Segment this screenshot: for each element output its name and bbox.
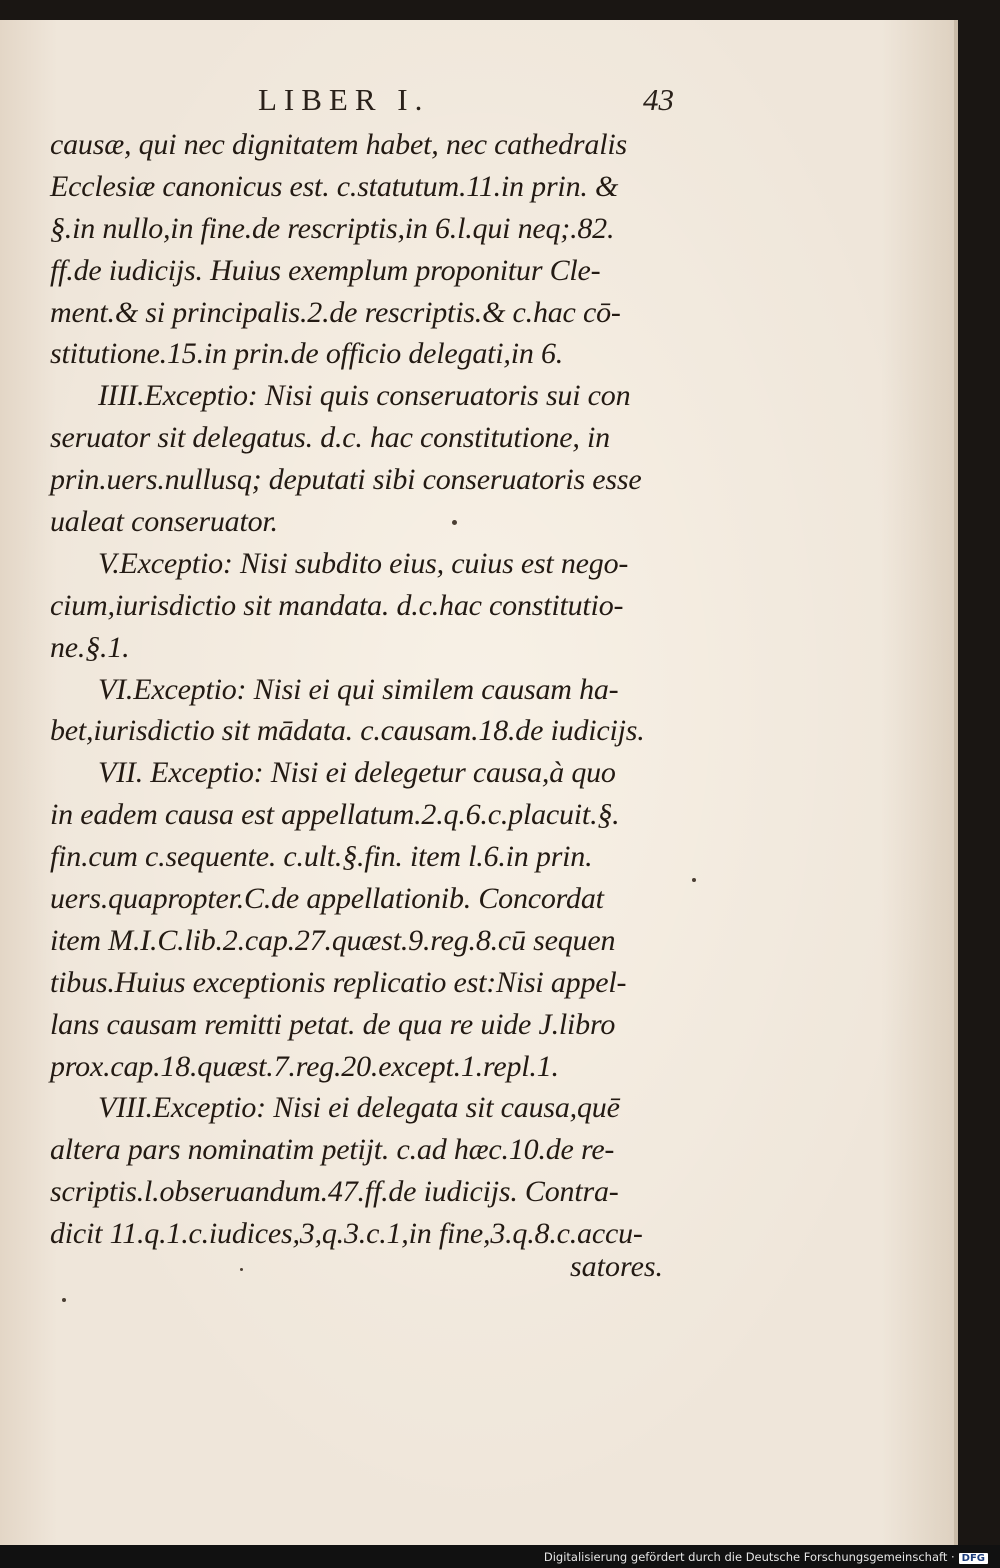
text-line: ualeat conseruator. (50, 505, 278, 539)
text-line: uers.quapropter.C.de appellationib. Concordat (50, 882, 604, 916)
paragraph-start-line: V.Exceptio: Nisi subdito eius, cuius est nego- (98, 546, 629, 580)
ink-speck (240, 1268, 243, 1271)
text-line: lans causam remitti petat. de qua re uide J.libro (50, 1007, 616, 1041)
text-line: ff.de iudicijs. Huius exemplum proponitur Cle- (50, 253, 601, 287)
text-line: Ecclesiæ canonicus est. c.statutum.11.in prin. & (50, 169, 619, 203)
paragraph-start-line: IIII.Exceptio: Nisi quis conseruatoris sui con (98, 379, 631, 413)
credit-text: Digitalisierung gefördert durch die Deutsche Forschungsgemeinschaft · (543, 1550, 955, 1564)
text-line: in eadem causa est appellatum.2.q.6.c.placuit.§. (50, 798, 620, 832)
ink-speck (452, 520, 457, 525)
text-line: tibus.Huius exceptionis replicatio est:Nisi appel- (50, 965, 627, 999)
catchword: satores. (570, 1250, 664, 1283)
paragraph-start-line: VII. Exceptio: Nisi ei delegetur causa,à quo (98, 756, 616, 790)
text-block (50, 124, 690, 1255)
text-line: causæ, qui nec dignitatem habet, nec cathedralis (50, 128, 627, 161)
page-edge (954, 20, 958, 1545)
text-line: prin.uers.nullusq; deputati sibi conseruatoris esse (50, 463, 642, 497)
text-line: cium,iurisdictio sit mandata. d.c.hac constitutio- (50, 588, 624, 622)
text-line: scriptis.l.obseruandum.47.ff.de iudicijs. Contra- (50, 1175, 619, 1209)
ink-speck (62, 1298, 66, 1302)
page-number: 43 (643, 82, 674, 117)
text-line: fin.cum c.sequente. c.ult.§.fin. item l.6.in prin. (50, 840, 593, 874)
text-line: bet,iurisdictio sit mādata. c.causam.18.de iudicijs. (50, 714, 645, 748)
text-line: dicit 11.q.1.c.iudices,3,q.3.c.1,in fine,3.q.8.c.accu- (50, 1217, 643, 1251)
paragraph-start-line: VI.Exceptio: Nisi ei qui similem causam ha- (98, 672, 619, 706)
text-line: prox.cap.18.quæst.7.reg.20.except.1.repl.1. (50, 1049, 559, 1083)
text-line: ment.& si principalis.2.de rescriptis.& c.hac cō- (50, 295, 621, 329)
text-line: item M.I.C.lib.2.cap.27.quæst.9.reg.8.cū sequen (50, 923, 616, 957)
paragraph-start-line: VIII.Exceptio: Nisi ei delegata sit causa,quē (98, 1091, 620, 1125)
text-line: stitutione.15.in prin.de officio delegati,in 6. (50, 337, 564, 371)
digitization-credit (544, 1550, 988, 1564)
text-line: §.in nullo,in fine.de rescriptis,in 6.l.qui neq;.82. (50, 211, 615, 245)
text-line: seruator sit delegatus. d.c. hac constitutione, in (50, 421, 610, 455)
ink-speck (692, 878, 696, 882)
text-line: altera pars nominatim petijt. c.ad hæc.10.de re- (50, 1133, 615, 1167)
page-header (0, 60, 958, 117)
dfg-logo: DFG (959, 1553, 988, 1564)
text-line: ne.§.1. (50, 630, 130, 664)
running-head: LIBER I. (258, 82, 430, 117)
